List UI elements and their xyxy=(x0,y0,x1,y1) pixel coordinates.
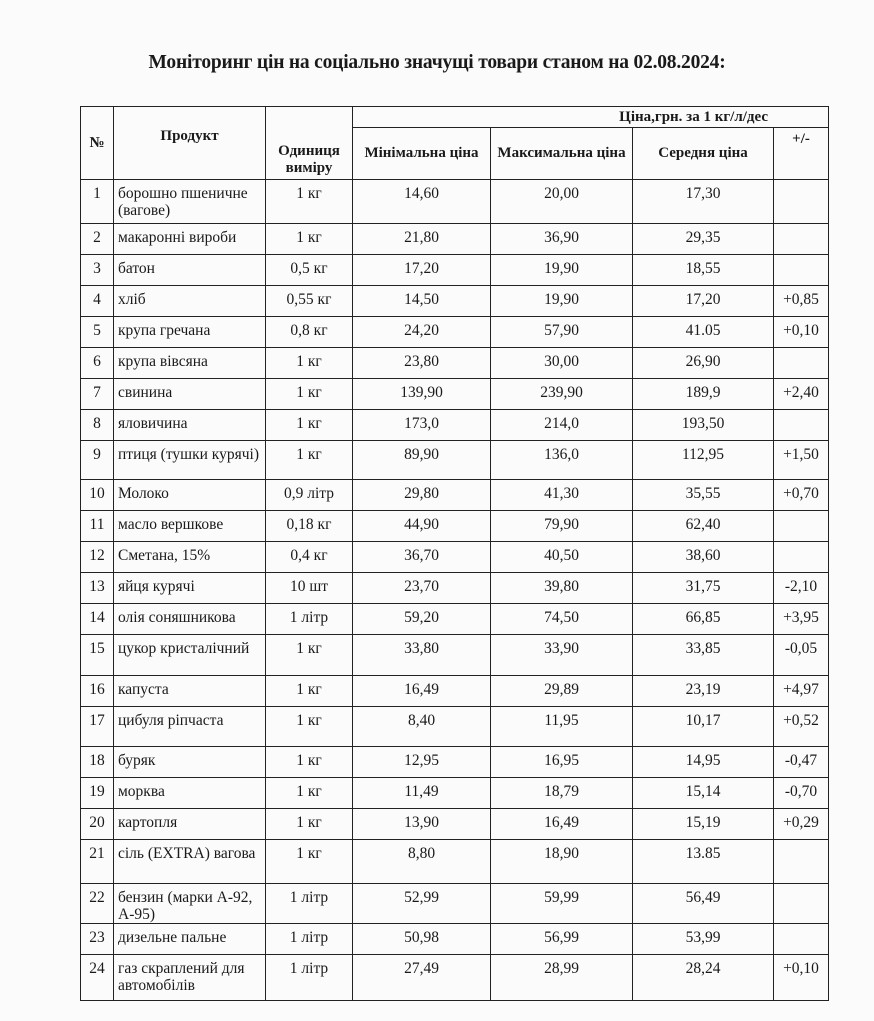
max-price: 18,90 xyxy=(491,840,633,884)
table-row xyxy=(81,924,829,955)
product-name: цибуля ріпчаста xyxy=(114,707,266,747)
header-avg: Середня ціна xyxy=(633,128,774,180)
avg-price: 53,99 xyxy=(633,924,774,955)
avg-price: 62,40 xyxy=(633,511,774,542)
product-name: цукор кристалічний xyxy=(114,635,266,676)
max-price: 214,0 xyxy=(491,410,633,441)
unit: 1 літр xyxy=(266,955,353,1001)
min-price: 12,95 xyxy=(353,747,491,778)
product-name: хліб xyxy=(114,286,266,317)
price-change: +0,29 xyxy=(774,809,829,840)
unit: 1 кг xyxy=(266,224,353,255)
product-name: капуста xyxy=(114,676,266,707)
unit: 0,9 літр xyxy=(266,480,353,511)
max-price: 39,80 xyxy=(491,573,633,604)
max-price: 20,00 xyxy=(491,180,633,224)
unit: 1 кг xyxy=(266,379,353,410)
row-number: 2 xyxy=(81,224,114,255)
price-change xyxy=(774,884,829,924)
header-max: Максимальна ціна xyxy=(491,128,633,180)
row-number: 16 xyxy=(81,676,114,707)
product-name: борошно пшеничне (вагове) xyxy=(114,180,266,224)
min-price: 16,49 xyxy=(353,676,491,707)
row-number: 17 xyxy=(81,707,114,747)
product-name: масло вершкове xyxy=(114,511,266,542)
avg-price: 33,85 xyxy=(633,635,774,676)
row-number: 20 xyxy=(81,809,114,840)
unit: 1 кг xyxy=(266,747,353,778)
unit: 1 кг xyxy=(266,676,353,707)
max-price: 19,90 xyxy=(491,286,633,317)
product-name: птиця (тушки курячі) xyxy=(114,441,266,480)
max-price: 56,99 xyxy=(491,924,633,955)
min-price: 8,80 xyxy=(353,840,491,884)
min-price: 8,40 xyxy=(353,707,491,747)
table-row xyxy=(81,778,829,809)
page-title: Моніторинг цін на соціально значущі товари станом на 02.08.2024: xyxy=(148,52,726,73)
avg-price: 26,90 xyxy=(633,348,774,379)
price-change xyxy=(774,224,829,255)
table-row xyxy=(81,379,829,410)
avg-price: 18,55 xyxy=(633,255,774,286)
price-change: +0,52 xyxy=(774,707,829,747)
price-change xyxy=(774,410,829,441)
product-name: буряк xyxy=(114,747,266,778)
avg-price: 189,9 xyxy=(633,379,774,410)
product-name: Сметана, 15% xyxy=(114,542,266,573)
table-row xyxy=(81,410,829,441)
unit: 1 кг xyxy=(266,707,353,747)
min-price: 173,0 xyxy=(353,410,491,441)
product-name: свинина xyxy=(114,379,266,410)
unit: 10 шт xyxy=(266,573,353,604)
table-row xyxy=(81,573,829,604)
product-name: крупа вівсяна xyxy=(114,348,266,379)
product-name: макаронні вироби xyxy=(114,224,266,255)
product-name: дизельне пальне xyxy=(114,924,266,955)
product-name: яйця курячі xyxy=(114,573,266,604)
price-change: +0,10 xyxy=(774,955,829,1001)
max-price: 18,79 xyxy=(491,778,633,809)
table-row xyxy=(81,707,829,747)
min-price: 14,50 xyxy=(353,286,491,317)
row-number: 1 xyxy=(81,180,114,224)
unit: 1 кг xyxy=(266,809,353,840)
product-name: газ скраплений для автомобілів xyxy=(114,955,266,1001)
header-diff: +/- xyxy=(774,128,829,180)
unit: 0,5 кг xyxy=(266,255,353,286)
row-number: 18 xyxy=(81,747,114,778)
price-change: -0,70 xyxy=(774,778,829,809)
max-price: 19,90 xyxy=(491,255,633,286)
row-number: 8 xyxy=(81,410,114,441)
unit: 1 літр xyxy=(266,884,353,924)
row-number: 5 xyxy=(81,317,114,348)
max-price: 239,90 xyxy=(491,379,633,410)
row-number: 14 xyxy=(81,604,114,635)
product-name: батон xyxy=(114,255,266,286)
unit: 0,55 кг xyxy=(266,286,353,317)
avg-price: 41.05 xyxy=(633,317,774,348)
avg-price: 66,85 xyxy=(633,604,774,635)
price-change xyxy=(774,924,829,955)
avg-price: 13.85 xyxy=(633,840,774,884)
row-number: 4 xyxy=(81,286,114,317)
table-row xyxy=(81,542,829,573)
min-price: 52,99 xyxy=(353,884,491,924)
row-number: 13 xyxy=(81,573,114,604)
unit: 1 літр xyxy=(266,924,353,955)
price-change: +1,50 xyxy=(774,441,829,480)
max-price: 79,90 xyxy=(491,511,633,542)
min-price: 13,90 xyxy=(353,809,491,840)
price-change: -0,05 xyxy=(774,635,829,676)
price-change: -2,10 xyxy=(774,573,829,604)
header-unit: Одиниця виміру xyxy=(266,107,353,180)
avg-price: 15,19 xyxy=(633,809,774,840)
min-price: 23,70 xyxy=(353,573,491,604)
header-price-group: Ціна,грн. за 1 кг/л/дес xyxy=(353,107,829,128)
min-price: 89,90 xyxy=(353,441,491,480)
header-no: № xyxy=(81,107,114,180)
unit: 1 кг xyxy=(266,840,353,884)
table-row xyxy=(81,884,829,924)
min-price: 59,20 xyxy=(353,604,491,635)
table-row xyxy=(81,809,829,840)
unit: 0,4 кг xyxy=(266,542,353,573)
max-price: 59,99 xyxy=(491,884,633,924)
price-change: +3,95 xyxy=(774,604,829,635)
unit: 1 кг xyxy=(266,441,353,480)
max-price: 33,90 xyxy=(491,635,633,676)
row-number: 6 xyxy=(81,348,114,379)
price-change xyxy=(774,255,829,286)
unit: 1 літр xyxy=(266,604,353,635)
table-row xyxy=(81,747,829,778)
price-change xyxy=(774,542,829,573)
avg-price: 35,55 xyxy=(633,480,774,511)
unit: 1 кг xyxy=(266,635,353,676)
row-number: 3 xyxy=(81,255,114,286)
avg-price: 17,30 xyxy=(633,180,774,224)
price-change xyxy=(774,348,829,379)
min-price: 11,49 xyxy=(353,778,491,809)
table-row xyxy=(81,840,829,884)
price-change: +0,70 xyxy=(774,480,829,511)
table-row xyxy=(81,511,829,542)
max-price: 28,99 xyxy=(491,955,633,1001)
max-price: 57,90 xyxy=(491,317,633,348)
max-price: 16,95 xyxy=(491,747,633,778)
max-price: 36,90 xyxy=(491,224,633,255)
avg-price: 56,49 xyxy=(633,884,774,924)
row-number: 7 xyxy=(81,379,114,410)
avg-price: 17,20 xyxy=(633,286,774,317)
unit: 1 кг xyxy=(266,778,353,809)
min-price: 14,60 xyxy=(353,180,491,224)
product-name: бензин (марки А-92, А-95) xyxy=(114,884,266,924)
avg-price: 112,95 xyxy=(633,441,774,480)
price-change: +2,40 xyxy=(774,379,829,410)
price-change: +0,10 xyxy=(774,317,829,348)
table-row xyxy=(81,255,829,286)
product-name: морква xyxy=(114,778,266,809)
min-price: 33,80 xyxy=(353,635,491,676)
price-change: -0,47 xyxy=(774,747,829,778)
avg-price: 28,24 xyxy=(633,955,774,1001)
row-number: 12 xyxy=(81,542,114,573)
table-row xyxy=(81,317,829,348)
product-name: Молоко xyxy=(114,480,266,511)
max-price: 11,95 xyxy=(491,707,633,747)
max-price: 41,30 xyxy=(491,480,633,511)
table-row xyxy=(81,441,829,480)
max-price: 29,89 xyxy=(491,676,633,707)
unit: 1 кг xyxy=(266,348,353,379)
avg-price: 10,17 xyxy=(633,707,774,747)
max-price: 30,00 xyxy=(491,348,633,379)
unit: 1 кг xyxy=(266,410,353,441)
max-price: 136,0 xyxy=(491,441,633,480)
avg-price: 31,75 xyxy=(633,573,774,604)
price-table xyxy=(80,106,829,1001)
header-min: Мінімальна ціна xyxy=(353,128,491,180)
product-name: сіль (EXTRA) вагова xyxy=(114,840,266,884)
price-change: +0,85 xyxy=(774,286,829,317)
table-row xyxy=(81,955,829,1001)
min-price: 44,90 xyxy=(353,511,491,542)
avg-price: 14,95 xyxy=(633,747,774,778)
row-number: 23 xyxy=(81,924,114,955)
table-row xyxy=(81,286,829,317)
min-price: 24,20 xyxy=(353,317,491,348)
table-row xyxy=(81,635,829,676)
row-number: 9 xyxy=(81,441,114,480)
price-change xyxy=(774,840,829,884)
avg-price: 23,19 xyxy=(633,676,774,707)
avg-price: 15,14 xyxy=(633,778,774,809)
product-name: крупа гречана xyxy=(114,317,266,348)
row-number: 15 xyxy=(81,635,114,676)
product-name: картопля xyxy=(114,809,266,840)
price-change: +4,97 xyxy=(774,676,829,707)
row-number: 24 xyxy=(81,955,114,1001)
table-row xyxy=(81,676,829,707)
row-number: 22 xyxy=(81,884,114,924)
table-row xyxy=(81,480,829,511)
row-number: 10 xyxy=(81,480,114,511)
min-price: 23,80 xyxy=(353,348,491,379)
max-price: 16,49 xyxy=(491,809,633,840)
min-price: 17,20 xyxy=(353,255,491,286)
min-price: 36,70 xyxy=(353,542,491,573)
unit: 0,18 кг xyxy=(266,511,353,542)
price-change xyxy=(774,511,829,542)
table-row xyxy=(81,348,829,379)
min-price: 27,49 xyxy=(353,955,491,1001)
price-change xyxy=(774,180,829,224)
max-price: 40,50 xyxy=(491,542,633,573)
table-row xyxy=(81,604,829,635)
avg-price: 38,60 xyxy=(633,542,774,573)
row-number: 21 xyxy=(81,840,114,884)
min-price: 50,98 xyxy=(353,924,491,955)
min-price: 139,90 xyxy=(353,379,491,410)
table-row xyxy=(81,224,829,255)
product-name: олія соняшникова xyxy=(114,604,266,635)
header-product: Продукт xyxy=(114,107,266,180)
unit: 0,8 кг xyxy=(266,317,353,348)
avg-price: 193,50 xyxy=(633,410,774,441)
min-price: 21,80 xyxy=(353,224,491,255)
avg-price: 29,35 xyxy=(633,224,774,255)
row-number: 19 xyxy=(81,778,114,809)
table-row xyxy=(81,180,829,224)
max-price: 74,50 xyxy=(491,604,633,635)
unit: 1 кг xyxy=(266,180,353,224)
product-name: яловичина xyxy=(114,410,266,441)
min-price: 29,80 xyxy=(353,480,491,511)
row-number: 11 xyxy=(81,511,114,542)
